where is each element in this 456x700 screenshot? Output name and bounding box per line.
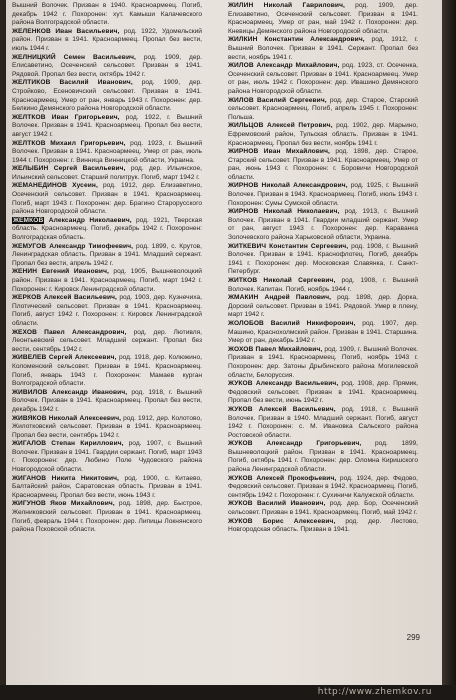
entry-text: род. 1909, дер. Елизаветино, Осеченский сельсовет. Призван в 1941. Красноармеец. Умер от ран, май 1942 г. Похоронен: дер. Кневицы Демянского района Новгородской области.	[228, 2, 419, 35]
entry-paragraph	[228, 380, 418, 406]
entry-paragraph	[228, 320, 418, 346]
entry-paragraph	[12, 500, 202, 534]
entry-text: род. дер. Лютивля, Леонтьевский сельсовет. Младший сержант. Пропал без вести, сентябрь 1942 г.	[12, 328, 202, 353]
entry-name: ЖЕЛТКОВ Иван Григорьевич,	[12, 113, 120, 121]
entry-paragraph	[228, 182, 418, 208]
entry-text: род. 1924, дер. Федово, Федовский сельсовет. Призван в 1942. Красноармеец. Погиб, сентябрь 1942 г. Похоронен: г. Сухиничи Калужской области.	[228, 474, 418, 499]
entry-name: ЖУКОВ Александр Григорьевич,	[228, 440, 362, 448]
entry-paragraph	[12, 389, 202, 415]
page-number: 299	[406, 633, 420, 642]
entry-text: род. 1913, г. Вышний Волочек. Призван в 1941. Гвардии младший сержант. Умер от ран, август 1943 г. Похоронен: дер. Караванка Золочевского района Харьковской области, Украина.	[228, 208, 419, 242]
entry-text: род. 1907, дер. Машино, Краснохолмский район. Призван в 1941. Старшина. Умер от ран, декабрь 1942 г.	[228, 319, 418, 345]
entry-text: род. дер. Бор, Осеченский сельсовет. Призван в 1941. Красноармеец. Погиб, май 1942 г.	[228, 500, 418, 517]
entry-text: род. 1912, дер. Елизаветино, Осеченский сельсовет. Призван в 1941. Красноармеец. Погиб, март 1943 г. Похоронен: дер. Брагино Старорусского района Новгородской области.	[12, 182, 202, 216]
entry-text: род. 1908, г. Вышний Волочек. Призван в 1941. Краснофлотец. Погиб, декабрь 1941 г. Похоронен: дер. Московская Славянка, г. Санкт-Петербург.	[228, 242, 418, 276]
entry-name: ЖИВИЛОВ Александр Иванович,	[12, 388, 128, 396]
entry-text: род. 1922, г. Вышний Волочек. Призван в 1941. Красноармеец. Пропал без вести, август 1942 г.	[12, 113, 203, 138]
entry-text: род. 1898, дер. Старое, Старский сельсовет. Призван в 1941. Красноармеец. Умер от ран, июнь 1943 г. Похоронен: г. Боровичи Новгородской области.	[228, 148, 418, 181]
entry-paragraph	[12, 79, 202, 113]
entry-name: ЖЕРКОВ Алексей Васильевич,	[12, 294, 117, 302]
entry-name: ЖУКОВ Алексей Васильевич,	[228, 405, 336, 413]
entry-paragraph	[12, 140, 202, 166]
entry-text: род. 1903, дер. Кузнечиха, Плотический сельсовет. Призван в 1941. Красноармеец. Погиб, август 1942 г. Похоронен: г. Кировск Ленинградской области.	[12, 294, 202, 327]
entry-text: род. 1899, Вышневолоцкий район. Призван в 1941. Красноармеец. Погиб, октябрь 1941 г. Похоронен: дер. Оломна Киришского района Ленинградской области.	[228, 440, 418, 474]
left-column	[12, 2, 202, 535]
entry-text: род. 1923, ст. Осеченка, Осеченский сельсовет. Призван в 1941. Красноармеец. Умер от ран, июль 1942 г. Похоронен: дер. Ивашино Демянского района Новгородской области.	[228, 62, 418, 95]
entry-text: род. 1899, с. Крутов, Ленинградская область. Призван в 1941. Младший сержант. Пропал без вести, апрель 1942 г.	[12, 242, 202, 267]
entry-name: ЖИВЯКОВ Николай Алексеевич,	[12, 414, 122, 422]
entry-text: род. 1912, дер. Колотово, Жилотковский сельсовет. Призван в 1941. Красноармеец. Пропал без вести, сентябрь 1942 г.	[12, 414, 202, 439]
entry-name: ЖЕЛЫБИН Сергей Васильевич,	[12, 165, 126, 173]
entry-text: род. 1908, дер. Прямик, Федовский сельсовет. Призван в 1941. Красноармеец. Пропал без вести, июнь 1942 г.	[228, 380, 418, 405]
entry-name: ЖИРНОВ Иван Михайлович,	[228, 148, 330, 156]
entry-paragraph	[12, 165, 202, 182]
entry-name: ЖЕМУГОВ Александр Тимофеевич,	[12, 242, 134, 250]
entry-paragraph	[228, 294, 418, 320]
entry-paragraph	[12, 329, 202, 355]
entry-name: ЖИЛЬЦОВ Алексей Петрович,	[228, 122, 333, 130]
entry-text: род. дер. Старое, Старский сельсовет. Красноармеец. Погиб, апрель 1945 г. Похоронен: Польша.	[228, 96, 418, 121]
entry-name: ЖУКОВ Борис Алексеевич,	[228, 517, 336, 525]
entry-name	[12, 217, 132, 224]
entry-name: ЖИРНОВ Николай Александрович,	[228, 182, 348, 190]
entry-name: ЖИГАЛОВ Степан Кириллович,	[12, 440, 124, 448]
entry-text: род. 1909, дер. Стройково, Есеновичский сельсовет. Призван в 1941. Красноармеец. Умер от ран, январь 1943 г. Похоронен: дер. Белкино Демянского района Новгородской области.	[12, 79, 202, 113]
entry-name: ЖИЛОВ Василий Сергеевич,	[228, 96, 327, 104]
entry-text: род. 1898, дер. Дорка, Дорский сельсовет. Призван в 1941. Рядовой. Умер в плену, март 1942 г.	[228, 294, 418, 319]
right-column	[228, 2, 418, 535]
entry-text: род. 1907, г. Вышний Волочек. Призван в 1941. Гвардии сержант. Погиб, март 1943 г. Похоронен: дер. Любино Поле Чудовского района Новгородской области.	[12, 440, 202, 474]
entry-paragraph	[12, 114, 202, 140]
entry-paragraph	[228, 440, 418, 474]
entry-text: род. 1918, дер. Колюжино, Коломенский сельсовет. Призван в 1941. Красноармеец. Погиб, январь 1943 г. Похоронен: Мамаев курган Волгоградской области.	[12, 354, 202, 388]
entry-text: род. 1918, г. Вышний Волочек. Призван в 1941. Красноармеец. Пропал без вести, декабрь 1942 г.	[12, 388, 202, 413]
entry-text: род. 1900, с. Китаево, Балтайский район, Саратовская область. Призван в 1941. Красноармеец. Пропал без вести, июнь 1943 г.	[12, 474, 202, 499]
entry-name: ЖЕЛТИКОВ Василий Иванович,	[12, 79, 133, 87]
book-spine	[442, 0, 456, 700]
entry-paragraph	[228, 500, 418, 517]
entry-text: род. 1909, дер. Елисаветино, Осеченский сельсовет. Призван в 1941. Рядовой. Пропал без вести, октябрь 1942 г.	[12, 53, 202, 78]
entry-paragraph	[12, 243, 202, 269]
entry-paragraph	[12, 182, 202, 216]
entry-paragraph	[228, 346, 418, 380]
entry-name: ЖМАКИН Андрей Павлович,	[228, 294, 332, 302]
entry-paragraph	[228, 97, 418, 123]
entry-name: ЖИВЕЛЕВ Сергей Алексеевич,	[12, 354, 117, 362]
entry-text: род. 1923, г. Вышний Волочек. Призван в 1941. Красноармеец. Умер от ран, июль 1944 г. Похоронен: г. Винница Винницкой области, Украина.	[12, 139, 203, 164]
entry-paragraph	[228, 475, 418, 501]
entry-name: ЖЕХОВ Павел Александрович,	[12, 328, 127, 336]
entry-text: род. дер. Лестово, Новгородская область. Призван в 1941.	[228, 517, 418, 534]
entry-name: ЖЕНИН Евгений Иванович,	[12, 268, 109, 276]
entry-name-rest: Александр Николаевич,	[44, 216, 132, 224]
watermark-url[interactable]: http://www.zhemkov.ru	[0, 685, 456, 700]
entry-name: ЖОЛОБОВ Василий Никифорович,	[228, 319, 356, 327]
entry-text: род. 1918, г. Вышний Волочек. Призван в 1940. Младший сержант. Погиб, август 1942 г. Похоронен: с. М. Ивановка Сальского района Ростовской области.	[228, 405, 418, 439]
entry-paragraph	[12, 475, 202, 501]
book-page	[6, 0, 442, 685]
entry-paragraph	[12, 268, 202, 294]
entry-text: Вышний Волочек. Призван в 1940. Красноармеец. Погиб, декабрь 1942 г. Похоронен: хут. Камыши Калачевского района Волгоградской области.	[12, 2, 202, 27]
entry-paragraph	[228, 62, 418, 96]
entry-paragraph	[12, 217, 202, 243]
entry-paragraph	[228, 518, 418, 535]
highlighted-surname: ЖЕМКОВ	[13, 216, 44, 224]
entry-paragraph	[12, 54, 202, 80]
entry-paragraph	[228, 36, 418, 62]
entry-text: род. 1912, г. Вышний Волочек. Призван в 1941. Сержант. Пропал без вести, ноябрь 1941 г.	[228, 36, 418, 61]
entry-name: ЖЕМАНЕДИНОВ Хусеин,	[12, 182, 98, 190]
entry-text: род. 1898, дер. Быстрое, Желниковский сельсовет. Призван в 1941. Красноармеец. Погиб, февраль 1944 г. Похоронен: дер. Липицы Локнянского района Псковской области.	[12, 500, 202, 534]
entry-name: ЖИТКОВ Николай Сергеевич,	[228, 277, 336, 284]
entry-name: ЖИЛКИН Константин Александрович,	[228, 36, 365, 44]
entry-name: ЖИТКЕВИЧ Константин Сергеевич,	[228, 242, 349, 250]
entry-paragraph	[228, 243, 418, 277]
entry-name: ЖЕЛТКОВ Михаил Григорьевич,	[12, 139, 126, 147]
entry-text: род. дер. Ильинское, Ильинский сельсовет. Старший политрук. Погиб, март 1942 г.	[12, 165, 202, 181]
entry-text: род. 1922, Удомельский район. Призван в 1941. Красноармеец. Пропал без вести, июль 1944 г.	[12, 27, 202, 52]
entry-text: род. 1902, дер. Марьино, Ефремовский район, Тульская область. Призван в 1941. Красноармеец. Пропал без вести, ноябрь 1941 г.	[228, 122, 418, 147]
entry-paragraph	[12, 294, 202, 328]
entry-name: ЖИГУНОВ Яков Михайлович,	[12, 500, 115, 508]
entry-name: ЖЕЛНИЦКИЙ Семен Васильевич,	[12, 53, 136, 61]
entry-name: ЖИРНОВ Николай Николаевич,	[228, 208, 340, 216]
entry-name: ЖИЛОВ Александр Михайлович,	[228, 62, 340, 70]
entry-name: ЖИЛИН Николай Гаврилович,	[228, 2, 345, 9]
entry-text: род. 1905, Вышневолоцкий район. Призван в 1941. Красноармеец. Погиб, март 1942 г. Похоронен: г. Кировск Ленинградской области.	[12, 268, 202, 293]
entry-name: ЖОХОВ Павел Михайлович,	[228, 345, 323, 353]
entry-name: ЖЕЛЕНКОВ Иван Васильевич,	[12, 27, 120, 35]
entry-paragraph	[228, 122, 418, 148]
entry-paragraph	[12, 354, 202, 388]
entry-text: род. 1921, Тверская область. Красноармеец. Погиб, декабрь 1942 г. Похоронен: Волгоградская область.	[12, 216, 202, 242]
entry-paragraph	[228, 208, 418, 242]
entry-text: род. 1925, г. Вышний Волочек. Призван в 1943. Красноармеец. Погиб, июль 1943 г. Похоронен: Сумы Сумской области.	[228, 182, 418, 207]
entry-paragraph	[228, 148, 418, 182]
entry-name: ЖУКОВ Василий Иванович,	[228, 500, 326, 508]
entry-paragraph	[12, 415, 202, 441]
entry-name: ЖУКОВ Александр Васильевич,	[228, 380, 339, 388]
entry-name: ЖУКОВ Алексей Прокофьевич,	[228, 474, 337, 482]
entry-paragraph	[12, 2, 202, 28]
entry-text: род. 1908, г. Вышний Волочек. Капитан. Погиб, ноябрь 1944 г.	[228, 277, 418, 293]
entry-paragraph	[12, 28, 202, 54]
entry-paragraph	[228, 2, 418, 36]
entry-paragraph	[228, 277, 418, 294]
entry-paragraph	[228, 406, 418, 440]
entry-paragraph	[12, 440, 202, 474]
entry-name: ЖИГАНОВ Никита Никитович,	[12, 474, 119, 482]
entry-text: род. 1909, г. Вышний Волочек. Призван в 1941. Красноармеец. Погиб, ноябрь 1943 г. Похоронен: дер. Затоны Дрыбинского района Могилевской области, Белоруссия.	[228, 345, 419, 379]
